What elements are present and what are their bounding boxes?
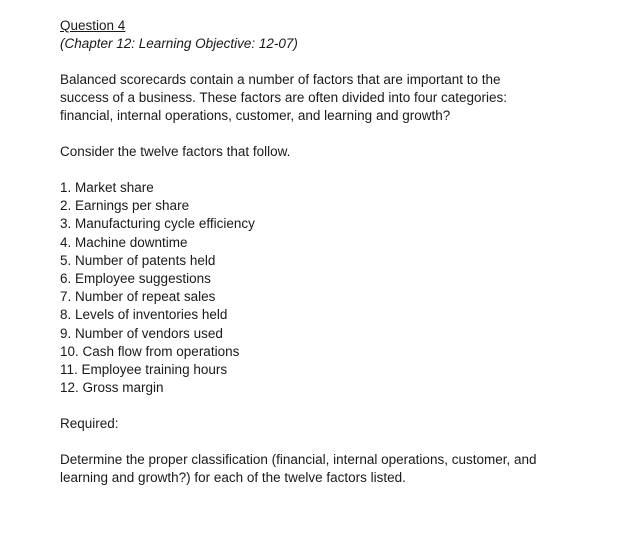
spacer bbox=[60, 433, 600, 451]
spacer bbox=[60, 161, 600, 179]
task-line: learning and growth?) for each of the twelve factors listed. bbox=[60, 470, 406, 486]
intro-paragraph bbox=[60, 71, 600, 125]
factor-item: 8. Levels of inventories held bbox=[60, 307, 228, 323]
consider-text: Consider the twelve factors that follow. bbox=[60, 144, 291, 159]
factor-item: 3. Manufacturing cycle efficiency bbox=[60, 216, 255, 232]
spacer bbox=[60, 125, 600, 143]
factor-item: 4. Machine downtime bbox=[60, 234, 188, 250]
intro-line: financial, internal operations, customer, and learning and growth? bbox=[60, 108, 451, 123]
factor-item: 5. Number of patents held bbox=[60, 252, 216, 268]
factor-item: 12. Gross margin bbox=[60, 380, 164, 396]
question-subtitle: (Chapter 12: Learning Objective: 12-07) bbox=[60, 36, 298, 51]
factor-item: 9. Number of vendors used bbox=[60, 325, 223, 341]
intro-line: success of a business. These factors are often divided into four categories: bbox=[60, 90, 507, 105]
factor-item: 7. Number of repeat sales bbox=[60, 289, 216, 305]
question-document bbox=[60, 17, 600, 487]
spacer bbox=[60, 397, 600, 415]
factor-item: 2. Earnings per share bbox=[60, 198, 190, 214]
task-line: Determine the proper classification (financial, internal operations, customer, and bbox=[60, 452, 537, 468]
required-label: Required: bbox=[60, 416, 119, 432]
factor-item: 11. Employee training hours bbox=[60, 362, 228, 378]
factor-item: 6. Employee suggestions bbox=[60, 271, 211, 287]
spacer bbox=[60, 53, 600, 71]
factor-item: 10. Cash flow from operations bbox=[60, 343, 240, 359]
intro-line: Balanced scorecards contain a number of factors that are important to the bbox=[60, 72, 501, 87]
question-title: Question 4 bbox=[60, 18, 126, 33]
task-paragraph bbox=[60, 451, 600, 487]
factor-item: 1. Market share bbox=[60, 180, 154, 195]
factor-list bbox=[60, 179, 600, 397]
